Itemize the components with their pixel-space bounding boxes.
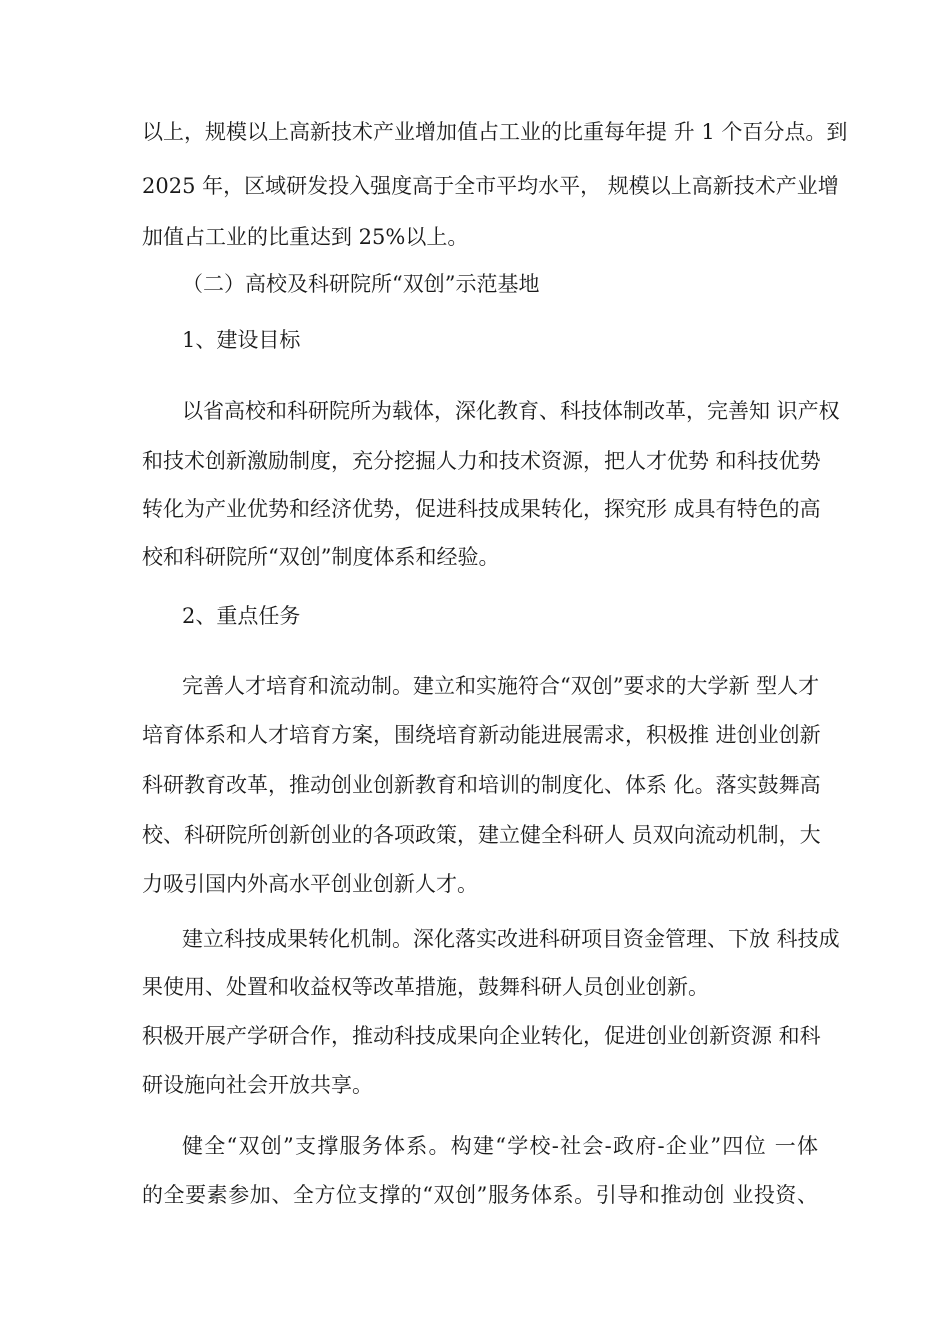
subsection-heading: 2、重点任务: [182, 604, 301, 628]
text-line: 健全“双创”支撑服务体系。构建“学校-社会-政府-企业”四位 一体: [182, 1134, 818, 1158]
text-line: 果使用、处置和收益权等改革措施，鼓舞科研人员创业创新。: [142, 975, 709, 999]
text-line: 校、科研院所创新创业的各项政策，建立健全科研人 员双向流动机制，大: [142, 823, 821, 847]
text-line: 校和科研院所“双创”制度体系和经验。: [142, 545, 500, 569]
text-line: 培育体系和人才培育方案，围绕培育新动能进展需求，积极推 进创业创新: [142, 723, 821, 747]
text-line: 建立科技成果转化机制。深化落实改进科研项目资金管理、下放 科技成: [182, 927, 840, 951]
text-line: 和技术创新激励制度，充分挖掘人力和技术资源，把人才优势 和科技优势: [142, 449, 821, 473]
text-line: 科研教育改革，推动创业创新教育和培训的制度化、体系 化。落实鼓舞高: [142, 773, 821, 797]
text-line: 转化为产业优势和经济优势，促进科技成果转化，探究形 成具有特色的高: [142, 497, 821, 521]
text-line: 以上，规模以上高新技术产业增加值占工业的比重每年提 升 1 个百分点。到: [142, 120, 848, 144]
text-line: 研设施向社会开放共享。: [142, 1073, 373, 1097]
text-line: 力吸引国内外高水平创业创新人才。: [142, 872, 478, 896]
section-heading: （二）高校及科研院所“双创”示范基地: [182, 272, 540, 296]
text-line: 以省高校和科研院所为载体，深化教育、科技体制改革，完善知 识产权: [182, 399, 840, 423]
text-line: 2025 年，区域研发投入强度高于全市平均水平， 规模以上高新技术产业增: [142, 174, 839, 198]
text-line: 的全要素参加、全方位支撑的“双创”服务体系。引导和推动创 业投资、: [142, 1183, 818, 1207]
subsection-heading: 1、建设目标: [182, 328, 301, 352]
text-line: 加值占工业的比重达到 25%以上。: [142, 225, 469, 249]
text-line: 完善人才培育和流动制。建立和实施符合“双创”要求的大学新 型人才: [182, 674, 820, 698]
text-line: 积极开展产学研合作，推动科技成果向企业转化，促进创业创新资源 和科: [142, 1024, 821, 1048]
